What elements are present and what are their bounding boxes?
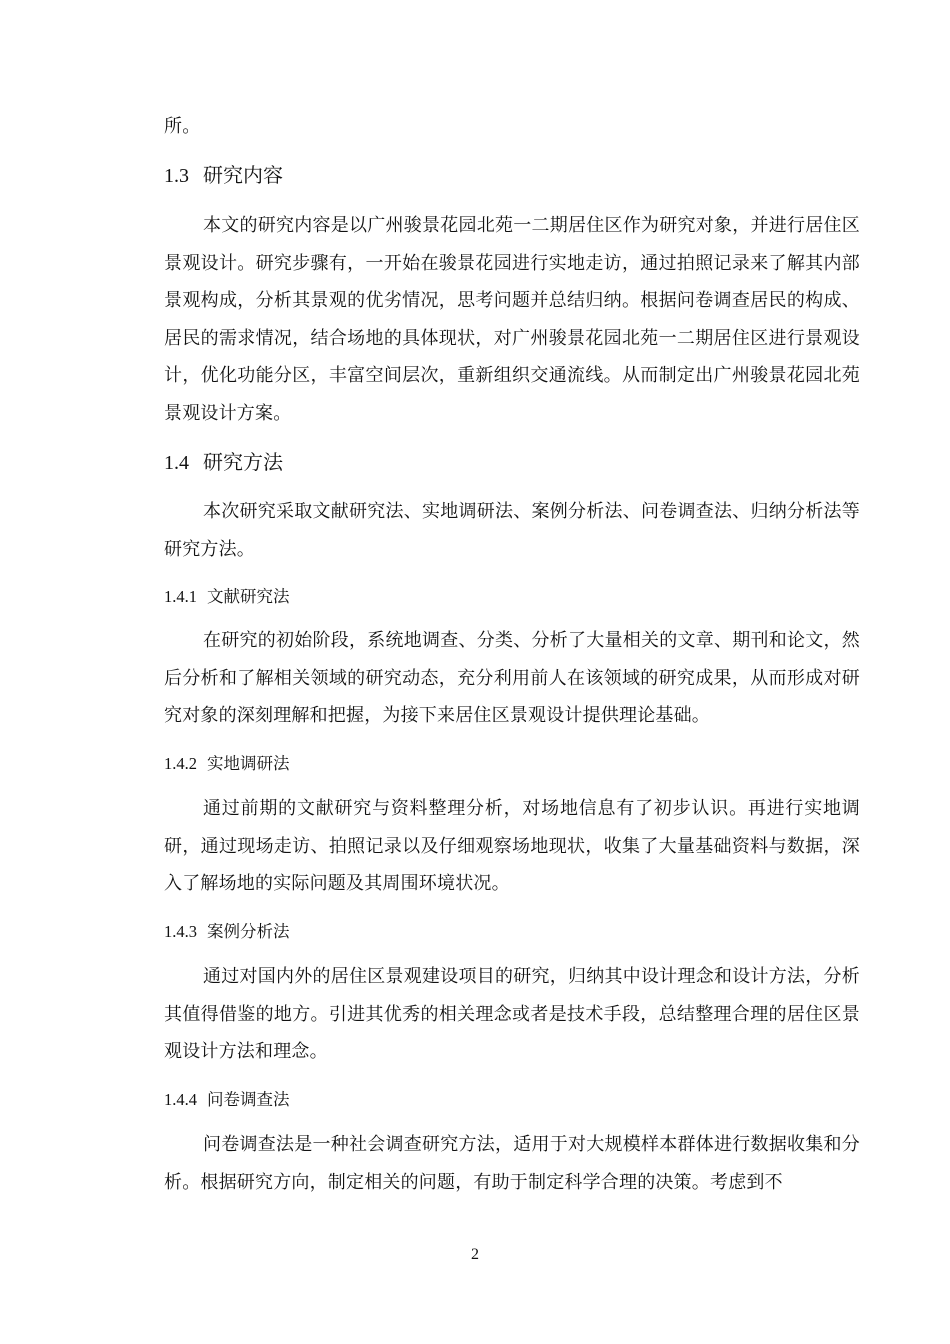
subsection-heading-1-4-1 <box>164 586 290 608</box>
subsection-title: 案例分析法 <box>207 922 290 941</box>
subsection-number: 1.4.1 <box>164 587 197 606</box>
subsection-heading-1-4-2 <box>164 753 290 775</box>
section-title: 研究内容 <box>203 163 283 187</box>
subsection-number: 1.4.3 <box>164 922 197 941</box>
section-heading-1-4 <box>164 449 283 476</box>
section-number: 1.4 <box>164 452 189 474</box>
subsection-heading-1-4-3 <box>164 921 290 943</box>
paragraph: 本次研究采取文献研究法、实地调研法、案例分析法、问卷调查法、归纳分析法等研究方法。 <box>164 501 860 560</box>
subsection-1-4-4-body <box>164 1126 860 1201</box>
section-title: 研究方法 <box>203 450 283 474</box>
page-number: 2 <box>471 1246 479 1263</box>
paragraph: 在研究的初始阶段，系统地调查、分类、分析了大量相关的文章、期刊和论文，然后分析和了解相关领域的研究动态，充分利用前人在该领域的研究成果，从而形成对研究对象的深刻理解和把握，为接下来居住区景观设计提供理论基础。 <box>164 630 860 726</box>
subsection-1-4-2-body <box>164 790 860 903</box>
subsection-number: 1.4.4 <box>164 1090 197 1109</box>
subsection-number: 1.4.2 <box>164 754 197 773</box>
subsection-heading-1-4-4 <box>164 1089 290 1111</box>
section-heading-1-3 <box>164 162 283 189</box>
section-1-3-body <box>164 207 860 432</box>
intro-fragment <box>164 108 860 146</box>
subsection-1-4-3-body <box>164 958 860 1071</box>
subsection-title: 文献研究法 <box>207 587 290 606</box>
section-1-4-body <box>164 493 860 568</box>
intro-fragment-text: 所。 <box>164 116 201 137</box>
paragraph: 问卷调查法是一种社会调查研究方法，适用于对大规模样本群体进行数据收集和分析。根据研究方向，制定相关的问题，有助于制定科学合理的决策。考虑到不 <box>164 1134 860 1193</box>
subsection-1-4-1-body <box>164 622 860 735</box>
paragraph: 通过前期的文献研究与资料整理分析，对场地信息有了初步认识。再进行实地调研，通过现场走访、拍照记录以及仔细观察场地现状，收集了大量基础资料与数据，深入了解场地的实际问题及其周围环境状况。 <box>164 798 860 894</box>
paragraph: 本文的研究内容是以广州骏景花园北苑一二期居住区作为研究对象，并进行居住区景观设计。研究步骤有，一开始在骏景花园进行实地走访，通过拍照记录来了解其内部景观构成，分析其景观的优劣情况，思考问题并总结归纳。根据问卷调查居民的构成、居民的需求情况，结合场地的具体现状，对广州骏景花园北苑一二期居住区进行景观设计，优化功能分区，丰富空间层次，重新组织交通流线。从而制定出广州骏景花园北苑景观设计方案。 <box>164 215 860 424</box>
subsection-title: 问卷调查法 <box>207 1090 290 1109</box>
section-number: 1.3 <box>164 165 189 187</box>
paragraph: 通过对国内外的居住区景观建设项目的研究，归纳其中设计理念和设计方法，分析其值得借鉴的地方。引进其优秀的相关理念或者是技术手段，总结整理合理的居住区景观设计方法和理念。 <box>164 966 860 1062</box>
subsection-title: 实地调研法 <box>207 754 290 773</box>
